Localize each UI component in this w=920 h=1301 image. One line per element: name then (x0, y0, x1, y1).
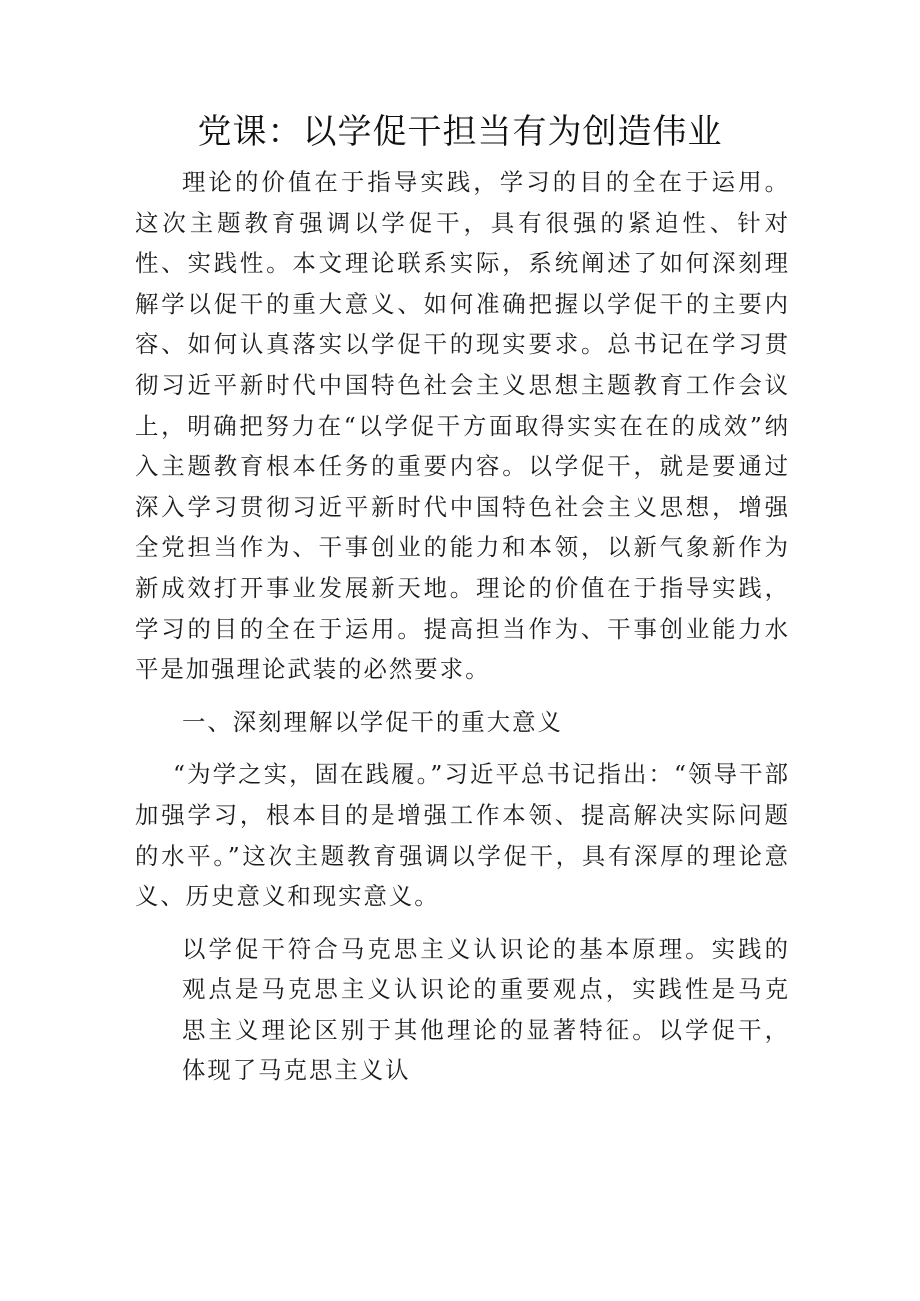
principle-paragraph: 以学促干符合马克思主义认识论的基本原理。实践的观点是马克思主义认识论的重要观点，实践性是马克思主义理论区别于其他理论的显著特征。以学促干，体现了马克思主义认 (182, 934, 790, 1085)
page-title: 党课：以学促干担当有为创造伟业 (197, 112, 723, 152)
document-body (135, 162, 790, 1091)
quote-paragraph: “为学之实，固在践履。”习近平总书记指出：“领导干部加强学习，根本目的是增强工作本领、提高解决实际问题的水平。”这次主题教育强调以学促干，具有深厚的理论意义、历史意义和现实意义。 (135, 760, 790, 911)
intro-paragraph: 理论的价值在于指导实践，学习的目的全在于运用。这次主题教育强调以学促干，具有很强的紧迫性、针对性、实践性。本文理论联系实际，系统阐述了如何深刻理解学以促干的重大意义、如何准确把握以学促干的主要内容、如何认真落实以学促干的现实要求。总书记在学习贯彻习近平新时代中国特色社会主义思想主题教育工作会议上，明确把努力在“以学促干方面取得实实在在的成效”纳入主题教育根本任务的重要内容。以学促干，就是要通过深入学习贯彻习近平新时代中国特色社会主义思想，增强全党担当作为、干事创业的能力和本领，以新气象新作为新成效打开事业发展新天地。理论的价值在于指导实践，学习的目的全在于运用。提高担当作为、干事创业能力水平是加强理论武装的必然要求。 (135, 168, 790, 684)
section-heading: 一、深刻理解以学促干的重大意义 (182, 707, 563, 736)
